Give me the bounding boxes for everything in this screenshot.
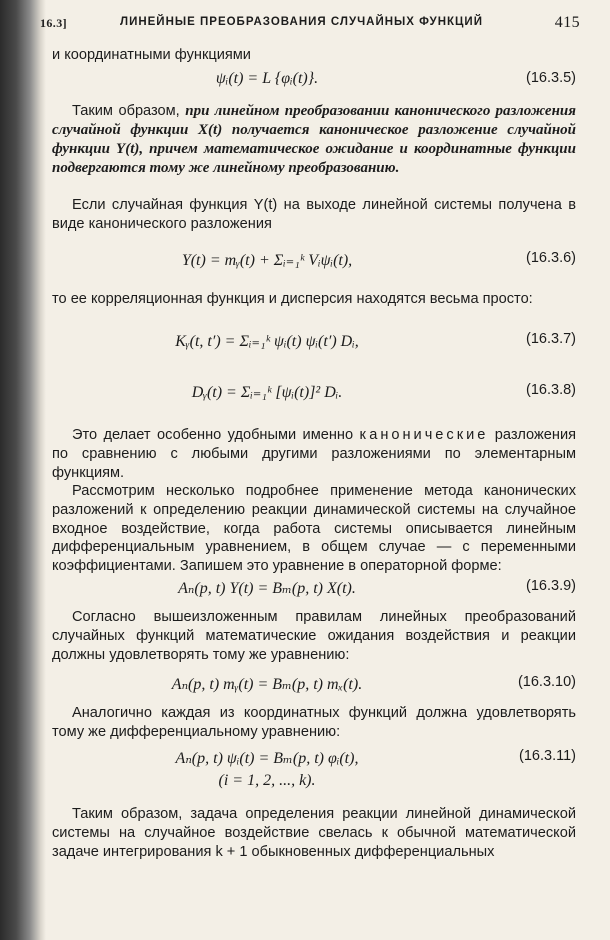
equation [52,70,576,94]
paragraph-text: разложения по сравнению с любыми другими разложениями по элементарным функциям. [52,427,577,481]
running-header [40,14,580,36]
paragraph-lead: Таким образом, [72,103,186,119]
equation [52,748,576,772]
equation-number: (16.3.10) [517,674,576,690]
equation-number: (16.3.9) [526,578,576,594]
equation-formula: Aₙ(p, t) Y(t) = Bₘ(p, t) X(t). [178,580,356,597]
equation [52,578,576,602]
book-binding-shadow [0,0,46,940]
equation-number: (16.3.11) [519,748,576,764]
equation [52,250,576,274]
equation-formula: Kᵧ(t, t′) = Σᵢ₌₁ᵏ ψᵢ(t) ψᵢ(t′) Dᵢ, [175,333,359,350]
paragraph: Таким образом, задача определения реакции линейной динамической системы на случайное воздействие свелась к обычной математической задаче интегрирования k + 1 обыкновенных дифференциальных [52,806,576,860]
equation [52,331,576,355]
equation-formula: (i = 1, 2, ..., k). [218,772,316,789]
paragraph: Аналогично каждая из координатных функций должна удовлетворять тому же дифференциальному уравнению: [52,705,576,740]
equation-number: (16.3.5) [526,70,576,86]
paragraph-text: Это делает особенно удобными именно [72,427,360,443]
paragraph: то ее корреляционная функция и дисперсия находятся весьма просто: [52,291,533,307]
equation-formula: Y(t) = mᵧ(t) + Σᵢ₌₁ᵏ Vᵢψᵢ(t), [181,252,353,269]
equation [52,382,576,406]
italic-statement: при линейном преобразовании канонического разложения случайной функции X(t) получается каноническое разложение случайной функции Y(t), причем математическое ожидание и координатные функции подвергаются тому же линейному преобразованию. [52,103,576,176]
paragraph [52,426,576,482]
chapter-title: ЛИНЕЙНЫЕ ПРЕОБРАЗОВАНИЯ СЛУЧАЙНЫХ ФУНКЦИЙ [120,16,483,28]
paragraph: Если случайная функция Y(t) на выходе линейной системы получена в виде канонического разложения [52,197,576,232]
equation-formula: Aₙ(p, t) ψᵢ(t) = Bₘ(p, t) φᵢ(t), [175,750,359,767]
paragraph: Согласно вышеизложенным правилам линейных преобразований случайных функций математические ожидания воздействия и реакции должны удовлетворять тому же уравнению: [52,609,576,663]
paragraph [52,102,576,178]
section-ref: 16.3] [40,16,67,30]
paragraph: Рассмотрим несколько подробнее применение метода канонических разложений к определению реакции динамической системы на случайное входное воздействие, когда работа системы описывается линейным дифференциальным уравнением, в общем случае — с переменными коэффициентами. Запишем это уравнение в операторной форме: [52,483,576,575]
equation-number: (16.3.8) [526,382,576,398]
equation-number: (16.3.6) [526,250,576,266]
equation-number: (16.3.7) [526,331,576,347]
paragraph: и координатными функциями [52,47,251,63]
equation-formula: ψᵢ(t) = L {φᵢ(t)}. [215,70,319,87]
equation-formula: Dᵧ(t) = Σᵢ₌₁ᵏ [ψᵢ(t)]² Dᵢ. [191,384,343,401]
equation [52,674,576,698]
page-number: 415 [554,14,580,31]
equation-formula: Aₙ(p, t) mᵧ(t) = Bₘ(p, t) mₓ(t). [171,676,363,693]
spaced-emphasis: канонические [359,427,489,443]
equation-condition [52,772,576,796]
